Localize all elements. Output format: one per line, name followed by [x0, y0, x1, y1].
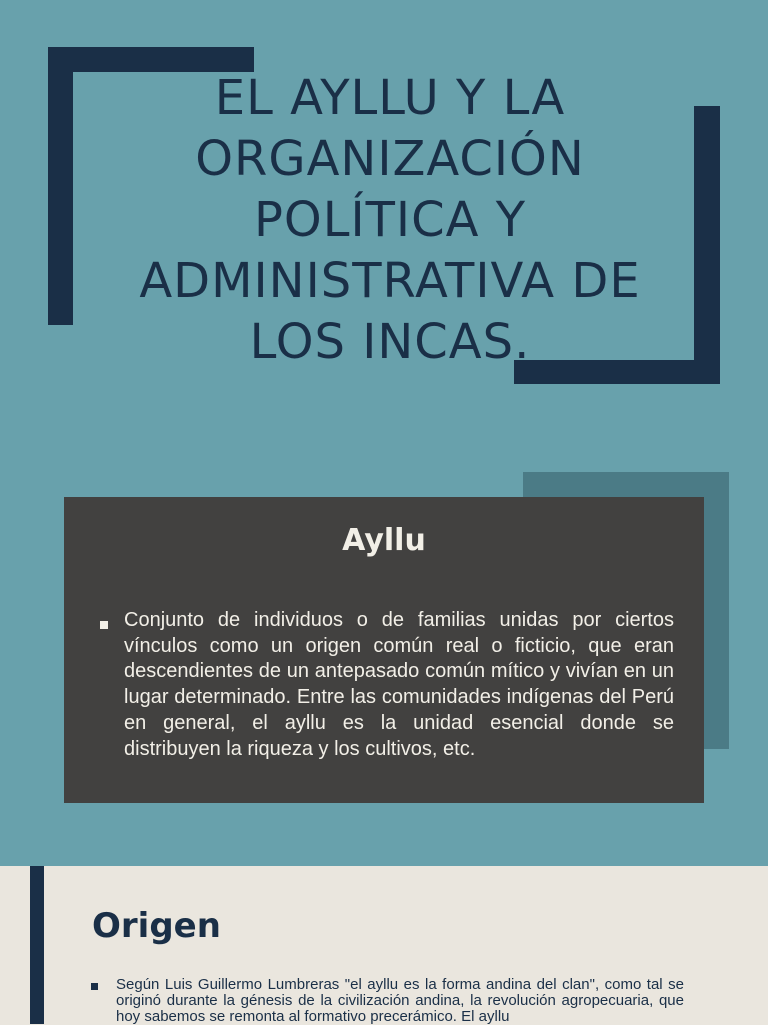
ayllu-heading: Ayllu [342, 523, 426, 558]
origen-text: Según Luis Guillermo Lumbreras "el ayllu es la forma andina del clan", como tal se originó durante la génesis de la civilización andina, la revolución agropecuaria, que hoy sabemos se remonta al formativo precerámico. El ayllu [116, 976, 684, 1025]
accent-vertical-bar [30, 866, 44, 1024]
origen-heading: Origen [92, 906, 221, 946]
square-bullet-icon [91, 983, 98, 990]
ayllu-definition-text: Conjunto de individuos o de familias unidas por ciertos vínculos como un origen común real o ficticio, que eran descendientes de un antepasado común mítico y vivían en un lugar determinado. Entre las comunidades indígenas del Perú en general, el ayllu es la unidad esencial donde se distribuyen la riqueza y los cultivos, etc. [124, 609, 674, 760]
frame-corner-top-left-vertical [48, 47, 73, 325]
ayllu-card [64, 497, 704, 803]
page-title: EL AYLLU Y LA ORGANIZACIÓN POLÍTICA Y ADMINISTRATIVA DE LOS INCAS. [139, 70, 641, 370]
frame-corner-bottom-right-vertical [694, 106, 720, 384]
square-bullet-icon [100, 621, 108, 629]
origen-slide [0, 866, 768, 1024]
